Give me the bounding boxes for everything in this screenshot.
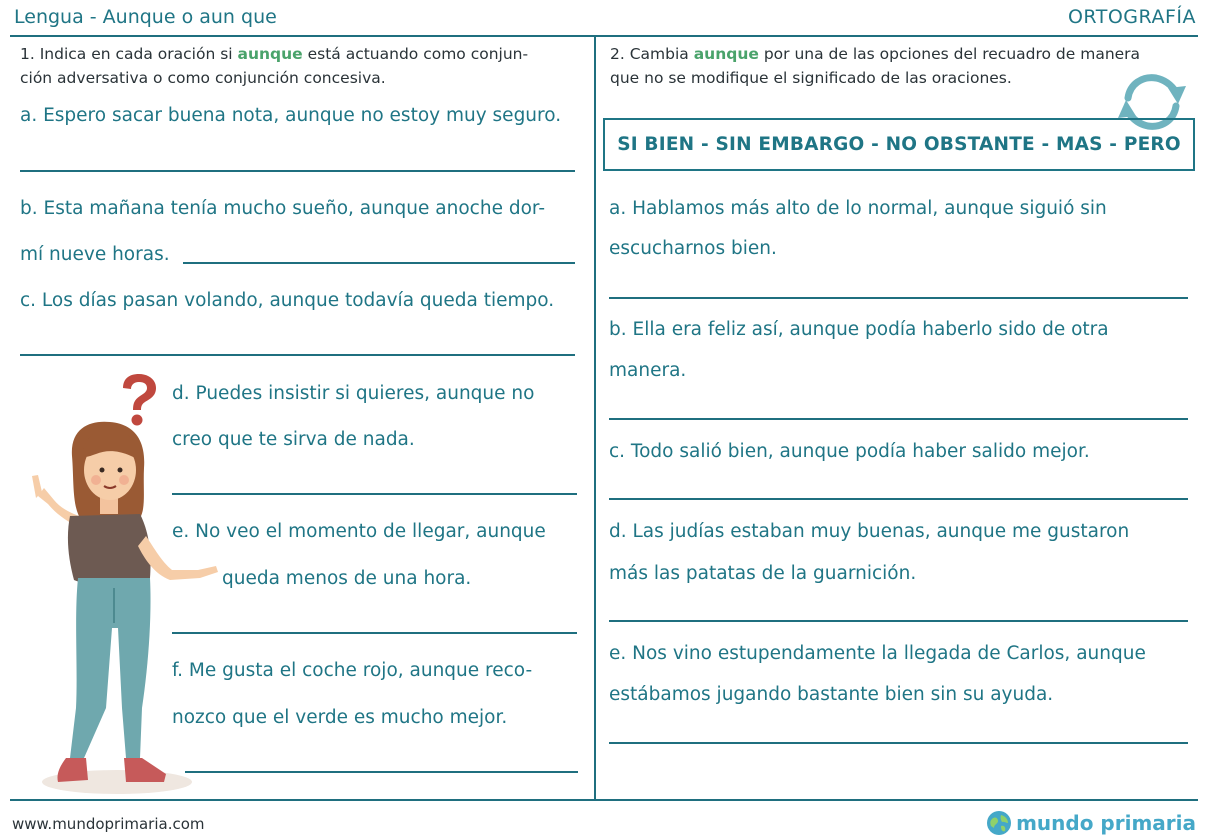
worksheet-subject: ORTOGRAFÍA — [1067, 6, 1196, 28]
footer-url[interactable]: www.mundoprimaria.com — [12, 815, 205, 833]
right-item-e-line1: e. Nos vino estupendamente la llegada de Carlos, aunque — [609, 643, 1146, 664]
globe-logo-icon — [986, 810, 1012, 836]
right-instruction: 2. Cambia aunque por una de las opciones del recuadro de manera que no se modifique el significado de las oraciones. — [610, 45, 1141, 87]
answer-line-left-a[interactable] — [20, 170, 575, 172]
answer-line-left-d[interactable] — [172, 493, 577, 495]
right-item-e-line2: estábamos jugando bastante bien sin su ayuda. — [609, 684, 1054, 705]
answer-line-right-d[interactable] — [609, 620, 1188, 622]
right-item-c: c. Todo salió bien, aunque podía haber salido mejor. — [609, 441, 1090, 462]
options-box — [603, 118, 1195, 171]
footer-logo[interactable] — [986, 810, 1196, 836]
left-item-f-line1: f. Me gusta el coche rojo, aunque reco- — [172, 660, 533, 681]
options-text: SI BIEN - SIN EMBARGO - NO OBSTANTE - MAS - PERO — [617, 134, 1181, 155]
answer-line-left-e[interactable] — [172, 632, 577, 634]
answer-line-left-f[interactable] — [185, 771, 578, 773]
left-instruction: 1. Indica en cada oración si aunque está actuando como conjun- ción adversativa o como conjunción concesiva. — [20, 45, 529, 87]
right-item-b-line2: manera. — [609, 360, 687, 381]
keyword-aunque: aunque — [693, 45, 759, 63]
answer-line-left-b[interactable] — [183, 262, 575, 264]
answer-line-right-c[interactable] — [609, 498, 1188, 500]
footer-divider — [10, 799, 1198, 801]
left-item-a: a. Espero sacar buena nota, aunque no estoy muy seguro. — [20, 105, 562, 126]
left-item-b-line1: b. Esta mañana tenía mucho sueño, aunque anoche dor- — [20, 198, 545, 219]
worksheet-title: Lengua - Aunque o aun que — [14, 6, 277, 28]
left-item-e-line1: e. No veo el momento de llegar, aunque — [172, 521, 546, 542]
right-item-b-line1: b. Ella era feliz así, aunque podía haberlo sido de otra — [609, 319, 1109, 340]
header-divider — [10, 35, 1198, 37]
keyword-aunque: aunque — [237, 45, 303, 63]
answer-line-left-c[interactable] — [20, 354, 575, 356]
left-item-e-line2: queda menos de una hora. — [222, 568, 472, 589]
answer-line-right-a[interactable] — [609, 297, 1188, 299]
girl-illustration — [22, 418, 222, 796]
footer-logo-text: mundo primaria — [1016, 811, 1196, 835]
column-divider — [594, 36, 596, 800]
left-item-d-line1: d. Puedes insistir si quieres, aunque no — [172, 383, 535, 404]
answer-line-right-e[interactable] — [609, 742, 1188, 744]
left-item-d-line2: creo que te sirva de nada. — [172, 429, 415, 450]
right-item-d-line1: d. Las judías estaban muy buenas, aunque me gustaron — [609, 521, 1130, 542]
right-item-d-line2: más las patatas de la guarnición. — [609, 563, 917, 584]
left-item-b-line2: mí nueve horas. — [20, 244, 170, 265]
right-item-a-line1: a. Hablamos más alto de lo normal, aunque siguió sin — [609, 198, 1107, 219]
right-item-a-line2: escucharnos bien. — [609, 238, 777, 259]
left-item-f-line2: nozco que el verde es mucho mejor. — [172, 707, 508, 728]
answer-line-right-b[interactable] — [609, 418, 1188, 420]
left-item-c: c. Los días pasan volando, aunque todavía queda tiempo. — [20, 290, 555, 311]
